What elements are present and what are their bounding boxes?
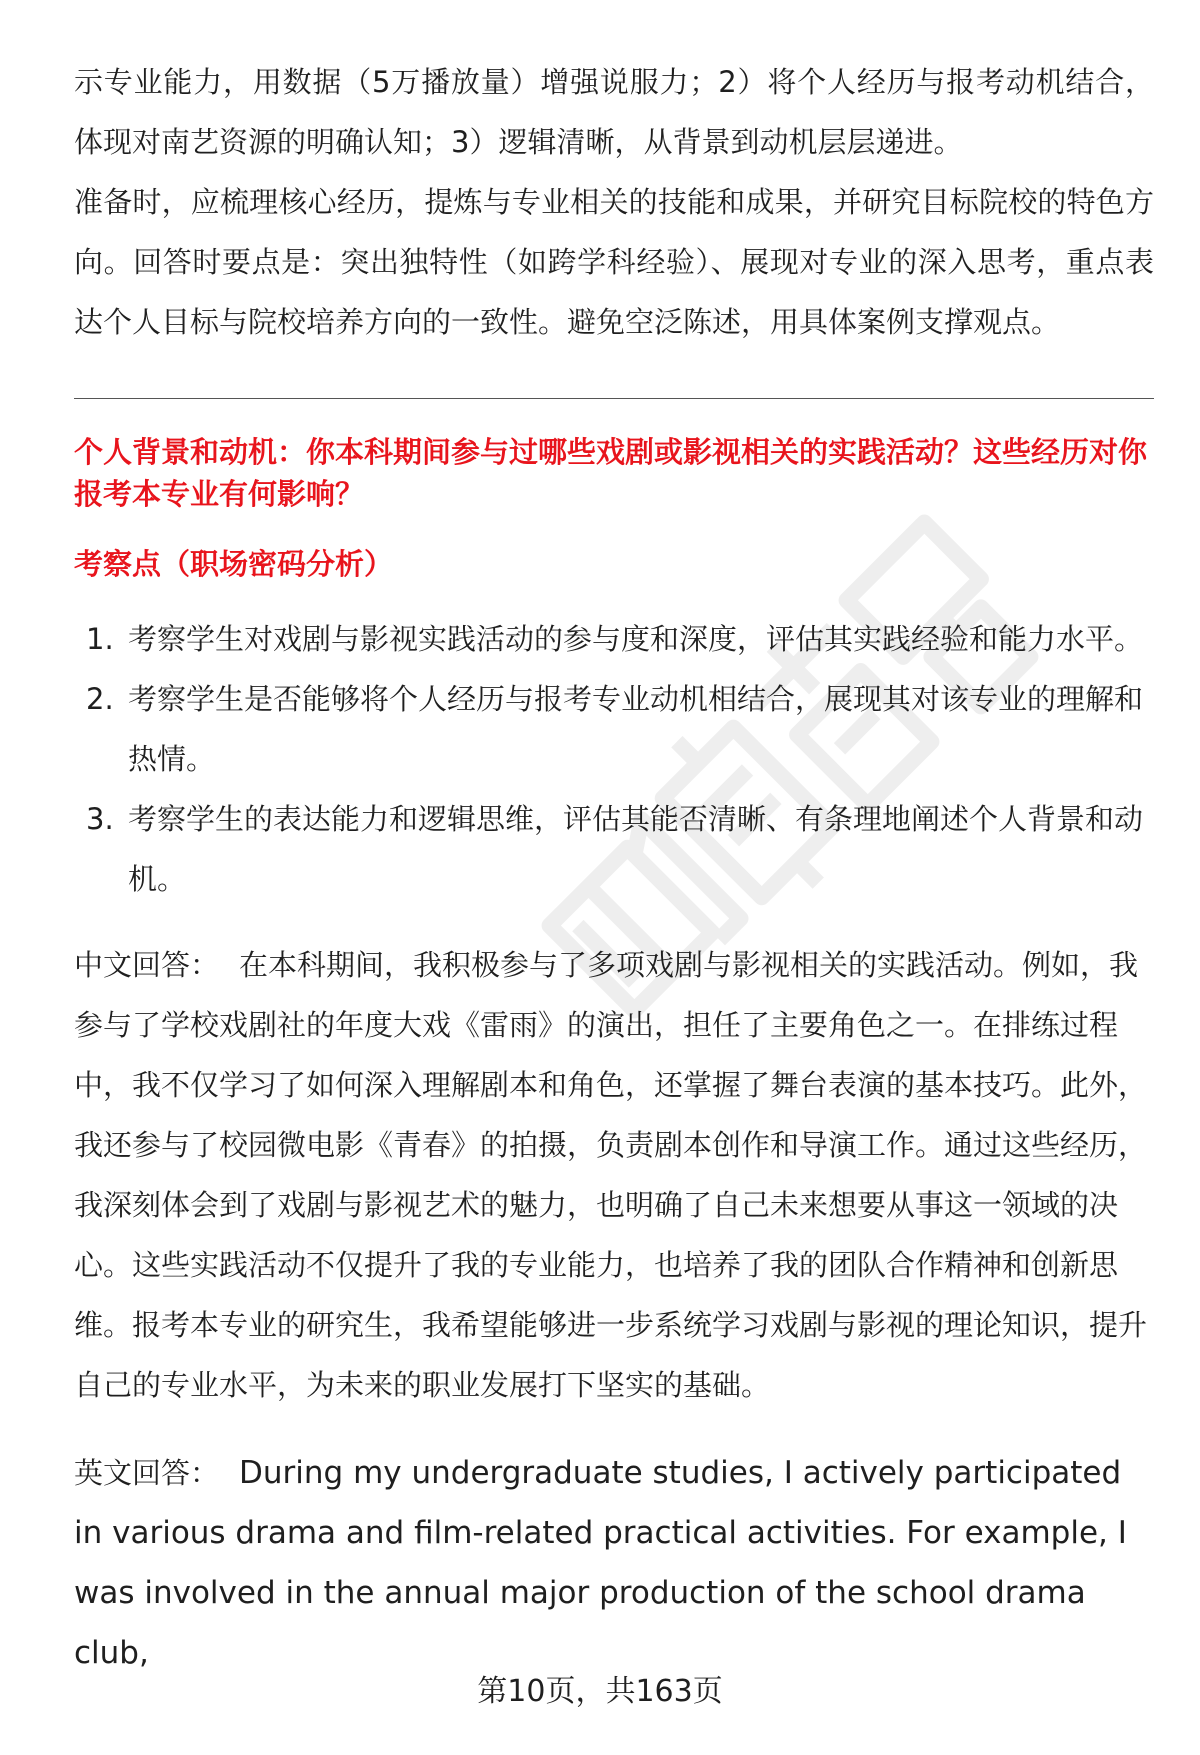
list-item	[74, 789, 1154, 909]
page-content	[74, 52, 1154, 1683]
intro-paragraph: 示专业能力，用数据（5万播放量）增强说服力；2）将个人经历与报考动机结合，体现对南艺资源的明确认知；3）逻辑清晰，从背景到动机层层递进。	[74, 65, 1154, 159]
answer-chinese-label: 中文回答：	[74, 948, 220, 982]
answer-chinese-text: 在本科期间，我积极参与了多项戏剧与影视相关的实践活动。例如，我参与了学校戏剧社的年度大戏《雷雨》的演出，担任了主要角色之一。在排练过程中，我不仅学习了如何深入理解剧本和角色，还掌握了舞台表演的基本技巧。此外，我还参与了校园微电影《青春》的拍摄，负责剧本创作和导演工作。通过这些经历，我深刻体会到了戏剧与影视艺术的魅力，也明确了自己未来想要从事这一领域的决心。这些实践活动不仅提升了我的专业能力，也培养了我的团队合作精神和创新思维。报考本专业的研究生，我希望能够进一步系统学习戏剧与影视的理论知识，提升自己的专业水平，为未来的职业发展打下坚实的基础。	[74, 948, 1148, 1402]
intro-paragraph: 准备时，应梳理核心经历，提炼与专业相关的技能和成果，并研究目标院校的特色方向。回答时要点是：突出独特性（如跨学科经验）、展现对专业的深入思考，重点表达个人目标与院校培养方向的一致性。避免空泛陈述，用具体案例支撑观点。	[74, 185, 1154, 339]
answer-chinese	[74, 935, 1154, 1415]
question-title: 个人背景和动机：你本科期间参与过哪些戏剧或影视相关的实践活动？这些经历对你报考本专业有何影响？	[74, 435, 1148, 511]
list-item-text: 考察学生的表达能力和逻辑思维，评估其能否清晰、有条理地阐述个人背景和动机。	[128, 802, 1144, 896]
answer-english	[74, 1443, 1154, 1683]
page-footer: 第10页，共163页	[477, 1674, 723, 1709]
list-item	[74, 609, 1154, 669]
list-item-number: 2.	[86, 682, 114, 716]
section-divider	[74, 398, 1154, 399]
list-item-text: 考察学生对戏剧与影视实践活动的参与度和深度，评估其实践经验和能力水平。	[128, 622, 1144, 656]
points-list	[74, 609, 1154, 909]
list-item-number: 3.	[86, 802, 114, 836]
answer-english-text: During my undergraduate studies, I actively participated in various drama and film-related practical activities. For example, I was involved in the annual major production of the school drama club,	[74, 1455, 1127, 1671]
list-item	[74, 669, 1154, 789]
points-heading: 考察点（职场密码分析）	[74, 547, 394, 581]
answer-english-label: 英文回答：	[74, 1456, 220, 1490]
list-item-text: 考察学生是否能够将个人经历与报考专业动机相结合，展现其对该专业的理解和热情。	[128, 682, 1144, 776]
list-item-number: 1.	[86, 622, 114, 656]
